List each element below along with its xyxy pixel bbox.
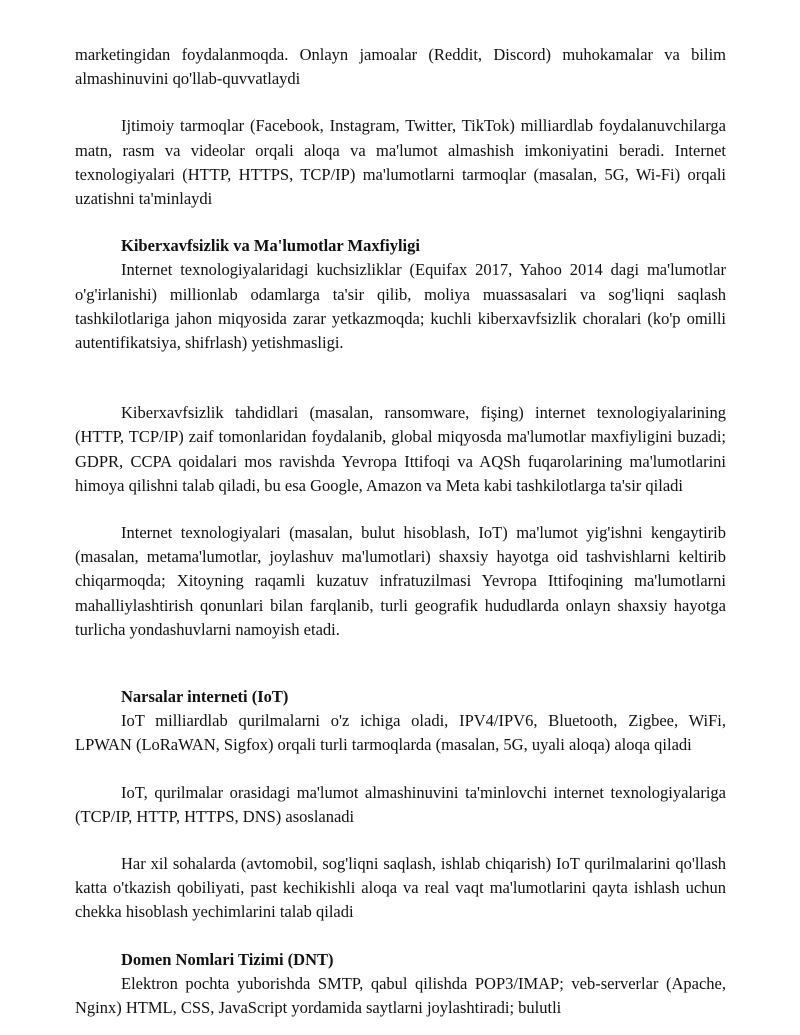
paragraph-continuation: marketingidan foydalanmoqda. Onlayn jamoalar (Reddit, Discord) muhokamalar va bilim almashinuvini qo'llab-quvvatlaydi (75, 45, 726, 89)
paragraph-breaches: Internet texnologiyalaridagi kuchsizliklar (Equifax 2017, Yahoo 2014 dagi ma'lumotlar o'g'irlanishi) millionlab odamlarga ta'sir qilib, moliya muassasalari va sog'liqni saqlash tashkilotlariga jahon miqyosida zarar yetkazmoqda; kuchli kiberxavfsizlik choralari (ko'p omilli autentifikatsiya, shifrlash) yetishmasligi. (75, 260, 726, 353)
paragraph-email-web: Elektron pochta yuborishda SMTP, qabul qilishda POP3/IMAP; veb-serverlar (Apache, Nginx) HTML, CSS, JavaScript yordamida saytlarni joylashtiradi; bulutli (75, 973, 726, 1018)
paragraph-iot-protocols: IoT, qurilmalar orasidagi ma'lumot almashinuvini ta'minlovchi internet texnologiyalariga (TCP/IP, HTTP, HTTPS, DNS) asoslanadi (75, 782, 726, 826)
heading-iot: Narsalar interneti (IoT) (121, 687, 289, 707)
paragraph-iot-industries: Har xil sohalarda (avtomobil, sog'liqni saqlash, ishlab chiqarish) IoT qurilmalarini qo'llash katta o'tkazish qobiliyati, past kechikishli aloqa va real vaqt ma'lumotlarini qayta ishlash uchun chekka hisoblash yechimlarini talab qiladi (75, 854, 726, 922)
heading-dns: Domen Nomlari Tizimi (DNT) (121, 949, 334, 969)
paragraph-privacy: Internet texnologiyalari (masalan, bulut hisoblash, IoT) ma'lumot yig'ishni kengaytirib (masalan, metama'lumotlar, joylashuv ma'lumotlari) shaxsiy hayotga oid tashvishlarni keltirib chiqarmoqda; Xitoyning raqamli kuzatuv infratuzilmasi Yevropa Ittifoqining ma'lumotlarni mahalliylashtirish qonunlari bilan farqlanib, turli geografik hududlarda onlayn shaxsiy hayotga turlicha yondashuvlarni namoyish etadi. (75, 523, 726, 639)
paragraph-threats: Kiberxavfsizlik tahdidlari (masalan, ransomware, fişing) internet texnologiyalarining (HTTP, TCP/IP) zaif tomonlaridan foydalanib, global miqyosda ma'lumotlar maxfiyligini buzadi; GDPR, CCPA qoidalari mos ravishda Yevropa Ittifoqi va AQSh fuqarolarining ma'lumotlarini himoya qilishni talab qiladi, bu esa Google, Amazon va Meta kabi tashkilotlarga ta'sir qiladi (75, 403, 726, 495)
document-page (75, 43, 726, 1020)
paragraph-iot-devices: IoT milliardlab qurilmalarni o'z ichiga oladi, IPV4/IPV6, Bluetooth, Zigbee, WiFi, LPWAN (LoRaWAN, Sigfox) orqali turli tarmoqlarda (masalan, 5G, uyali aloqa) aloqa qiladi (75, 711, 726, 755)
paragraph-social-networks: Ijtimoiy tarmoqlar (Facebook, Instagram, Twitter, TikTok) milliardlab foydalanuvchilarga matn, rasm va videolar orqali aloqa va ma'lumot almashish imkoniyatini beradi. Internet texnologiyalari (HTTP, HTTPS, TCP/IP) ma'lumotlarni tarmoqlar (masalan, 5G, Wi-Fi) orqali uzatishni ta'minlaydi (75, 116, 726, 209)
heading-cybersecurity: Kiberxavfsizlik va Ma'lumotlar Maxfiyligi (121, 236, 420, 256)
